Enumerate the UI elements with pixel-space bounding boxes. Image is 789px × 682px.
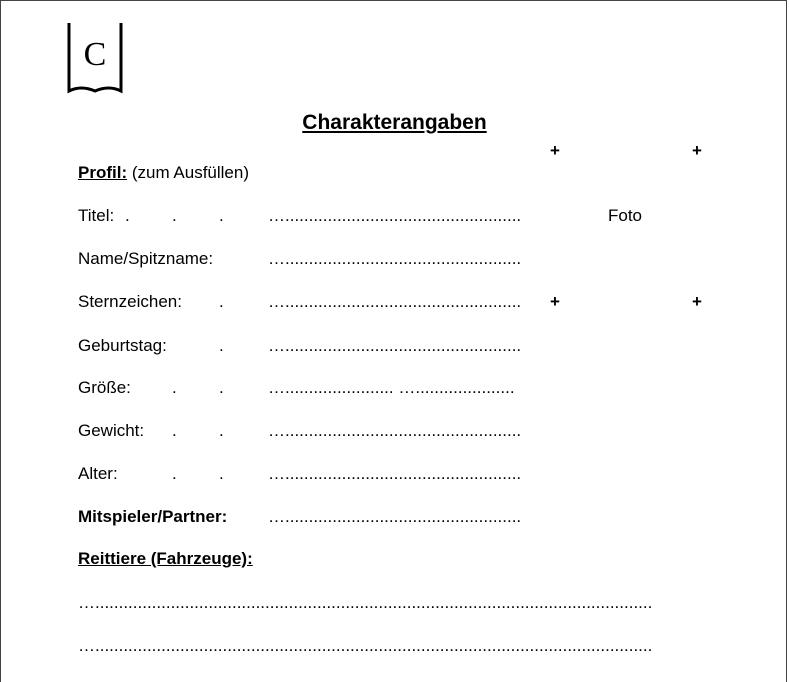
profile-heading-label: Profil: — [78, 163, 128, 182]
field-dot: . — [125, 206, 130, 225]
logo-letter: C — [83, 36, 107, 73]
field-label-gewicht: Gewicht: — [78, 421, 145, 440]
field-label-alter: Alter: — [78, 464, 118, 483]
profile-heading — [78, 163, 249, 183]
field-label-titel: Titel: — [78, 206, 115, 225]
field-line-mitspieler[interactable]: ….................................................. — [268, 507, 522, 526]
photo-corner-marker: + — [692, 292, 702, 311]
field-dot: . — [219, 421, 224, 440]
field-dot: . — [172, 464, 177, 483]
photo-corner-marker: + — [692, 141, 702, 160]
field-dot: . — [219, 378, 224, 397]
page-title: Charakterangaben — [302, 111, 487, 134]
profile-note: (zum Ausfüllen) — [131, 163, 250, 182]
field-label-name: Name/Spitzname: — [78, 249, 214, 268]
field-label-mitspieler: Mitspieler/Partner: — [78, 507, 228, 526]
field-dot: . — [219, 336, 224, 355]
field-label-sternzeichen: Sternzeichen: — [78, 292, 182, 311]
mounts-line[interactable]: …...................................................................................................................... — [78, 636, 653, 655]
field-line-gewicht[interactable]: ….................................................. — [268, 421, 522, 440]
field-label-geburtstag: Geburtstag: — [78, 336, 167, 355]
mounts-heading: Reittiere (Fahrzeuge): — [78, 549, 253, 568]
field-line-name[interactable]: ….................................................. — [268, 249, 522, 268]
field-dot: . — [219, 464, 224, 483]
field-line-groesse[interactable]: …....................... …..................... — [268, 378, 515, 397]
photo-corner-marker: + — [550, 141, 560, 160]
field-dot: . — [172, 421, 177, 440]
field-line-titel[interactable]: ….................................................. — [268, 206, 522, 225]
field-label-groesse: Größe: — [78, 378, 131, 397]
field-line-alter[interactable]: ….................................................. — [268, 464, 522, 483]
field-dot: . — [172, 206, 177, 225]
field-line-sternzeichen[interactable]: ….................................................. — [268, 292, 522, 311]
field-dot: . — [219, 206, 224, 225]
photo-corner-marker: + — [550, 292, 560, 311]
field-dot: . — [219, 292, 224, 311]
photo-label: Foto — [608, 206, 643, 225]
field-dot: . — [172, 378, 177, 397]
field-line-geburtstag[interactable]: ….................................................. — [268, 336, 522, 355]
mounts-line[interactable]: …...................................................................................................................... — [78, 593, 653, 612]
book-logo-icon — [67, 21, 123, 95]
